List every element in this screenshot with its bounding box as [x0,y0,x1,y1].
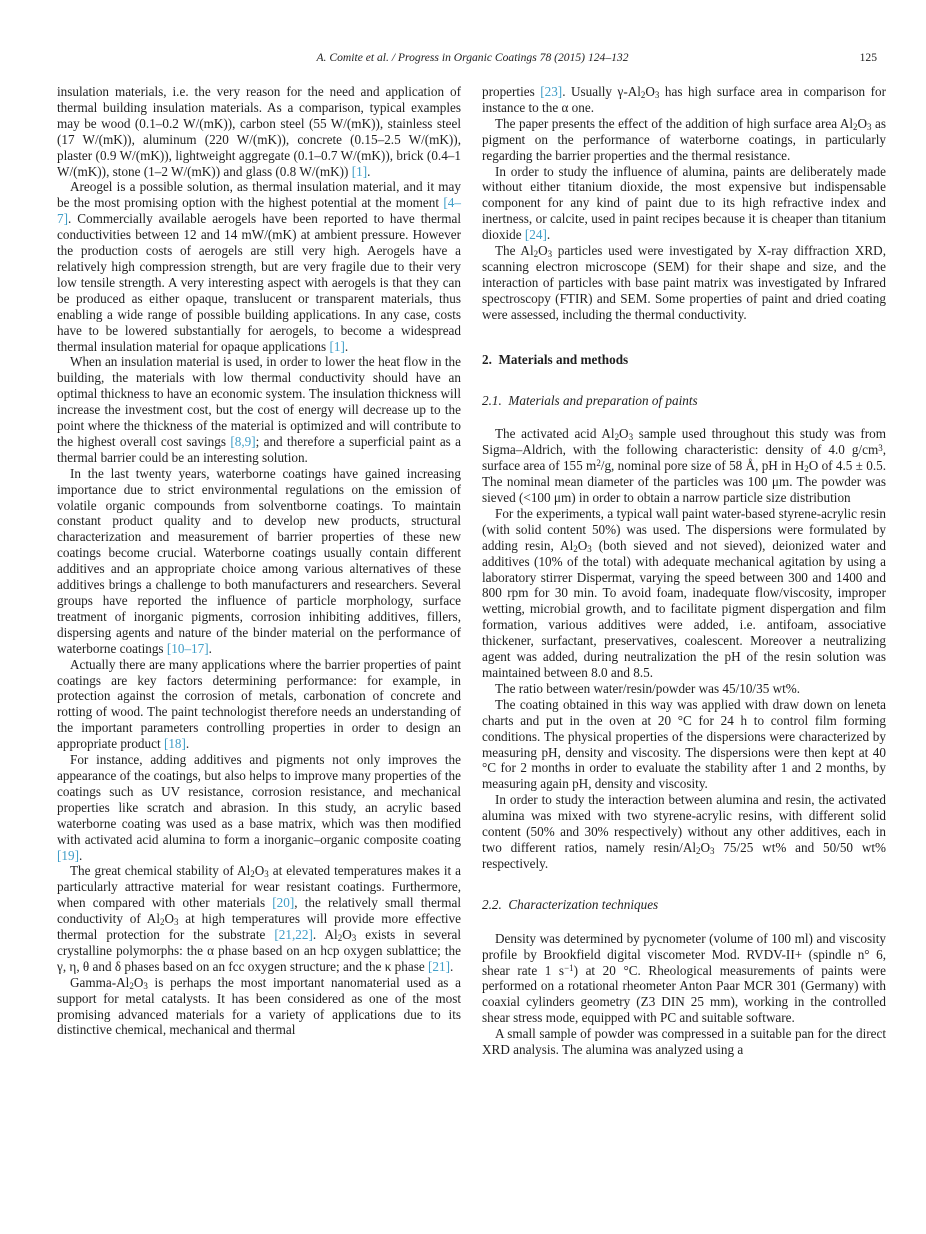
subscript: 2 [853,121,858,132]
subscript: 3 [264,869,269,880]
paragraph: For the experiments, a typical wall paint water-based styrene-acrylic resin (with solid content 50%) was used. The dispersions were formulated by adding resin, $Al_2O_3$ (both sieved and not sieved), deionized water and additives (10% of the total) with adequate mechanical agitation by using a laboratory stirrer Dispermat, varying the speed between 300 and 1400 and 800 rpm for 30 min. To avoid foam, inadequate flow/viscosity, improper wetting, microbial growth, and to facilitate pigment dispergation and film formation, various additives were added, i.e. antifoam, associative thickener, surfactant, preservatives, coalescent. Moreover a neutralizing agent was added, during neutralization the pH of the resin solution was maintained between 8.0 and 8.5. [482,505,886,680]
superscript: 2 [596,458,601,469]
paragraph: In the last twenty years, waterborne coatings have gained increasing importance due to strict environmental regulations on the emission of volatile organic compounds from solventborne coatings. To maintain constant product quality and to develop new products, structural characterization and measurement of barrier properties of these new coatings become crucial. Waterborne coatings usually contain different additives and an appropriate choice among various alternatives of these additives brings a challenge to both manufacturers and researchers. Several groups have reported the influence of particle morphology, surface treatment of inorganic pigments, corrosion inhibiting additives, fillers, dispersing agents and nature of the binder material on the performance of waterborne coatings [10–17]. [57,465,461,656]
subscript: 2 [160,917,165,928]
paragraph: Gamma-$Al_2O_3$ is perhaps the most important nanomaterial used as a support for metal catalysts. It has been considered as one of the most promising advanced materials for a variety of applications due to its distinctive chemical, mechanical and thermal [57,974,461,1038]
subscript: 2 [533,249,539,260]
citation-link[interactable]: [1] [351,163,368,179]
superscript: 3 [878,442,883,453]
subscript: 3 [143,980,148,991]
subscript: 3 [174,917,179,928]
paragraph: The ratio between water/resin/powder was 45/10/35 wt%. [495,680,801,696]
running-title: A. Comite et al. / Progress in Organic Coatings 78 (2015) 124–132 [316,51,629,64]
citation-link[interactable]: [4–7] [57,195,461,227]
subscript: 3 [351,933,357,943]
citation-link[interactable]: [18] [163,736,186,752]
subscript: 2 [696,845,701,856]
subsection-heading: 2.1. Materials and preparation of paints [482,392,698,408]
paragraph: When an insulation material is used, in order to lower the heat flow in the building, the materials with low thermal conductivity should have an optimal thickness to have an economic system. The insulation thickness will increase the investment cost, but the cost of energy will decrease up to the point where the thickness of the material is optimized and will contribute to the highest overall cost savings [8,9]; and therefore a superficial paint as a thermal barrier could be an interesting solution. [57,354,461,465]
subscript: 3 [628,432,634,443]
paragraph: The great chemical stability of $Al_2O_3$ at elevated temperatures makes it a particularly attractive material for wear resistant coatings. Furthermore, when compared with other materials [20], the relatively small thermal conductivity of $Al_2O_3$ at high temperatures will provide more effective thermal protection for the substrate [21,22]. $Al_2O_3$ exists in several crystalline polymorphs: the α phase based on an hcp oxygen sublattice; the γ, η, θ and δ phases based on an fcc oxygen structure; and the κ phase [21]. [57,863,462,974]
paragraph: A small sample of powder was compressed in a suitable pan for the direct XRD analysis. The alumina was analyzed using a [482,1026,886,1058]
subscript: 3 [587,543,592,554]
paragraph: The coating obtained in this way was applied with draw down on leneta charts and put in the oven at 20 °C for 24 h to control film forming conditions. The physical properties of the dispersions were characterized by measuring pH, density and viscosity. The dispersions were then kept at 40 °C for 2 months in order to evaluate the stability after 1 and 2 months, by measuring again pH, density and viscosity. [482,696,886,792]
paragraph: The $Al_2O_3$ particles used were investigated by X-ray diffraction XRD, scanning electron microscope (SEM) for their shape and size, and the interaction of particles with base paint matrix was investigated by Infrared spectroscopy (FTIR) and SEM. Some properties of paint and dried coating were assessed, including the thermal conductivity. [482,243,887,322]
section-heading: 2. Materials and methods [482,351,629,367]
subscript: 2 [640,89,646,100]
paragraph: insulation materials, i.e. the very reason for the need and application of thermal building insulation materials. As a comparison, typical examples may be wood (0.1–0.2 W/(mK)), carbon steel (55 W/(mK)), stainless steel (17 W/(mK)), aluminum (220 W/(mK)), concrete (0.15–2.5 W/(mK)), plaster (0.9 W/(mK)), lightweight aggregate (0.1–0.7 W/(mK)), brick (0.4–1 W/(mK)), stone (1–2 W/(mK)) and glass (0.8 W/(mK)) [1]. [57,84,461,179]
right-column [482,84,886,1058]
subscript: 3 [867,121,872,132]
paragraph: In order to study the influence of alumina, paints are deliberately made without either titanium dioxide, the most expensive but indispensable component for any kind of paint due to its high refractive index and inertness, or calcite, used in paint recipes because it is cheaper than titanium dioxide [24]. [482,163,886,243]
citation-link[interactable]: [20] [272,895,295,911]
superscript: −1 [564,962,574,973]
paragraph: Actually there are many applications where the barrier properties of paint coatings are key factors determining performance: for example, in protection against the corrosion of metals, carbonation of concrete and rotting of wood. The paint technologist therefore needs an understanding of the important parameters controlling properties in order to design an appropriate product [18]. [57,656,461,752]
subscript: 2 [804,464,809,475]
subsection-heading: 2.2. Characterization techniques [482,896,659,912]
paragraph: Density was determined by pycnometer (volume of 100 ml) and viscosity profile by Brookfield digital viscometer Mod. RVDV-II+ (spindle n° 6, shear rate 1 $s^{-1}$) at 20 °C. Rheological measurements of paints were performed on a rotational rheometer Anton Paar MCR 301 (Germany) with coaxial cylinders geometry (Z3 DIN 25 mm), working in the controlled shear stress mode, equipped with PC and suitable software. [482,930,886,1026]
subscript: 3 [710,845,715,856]
citation-link[interactable]: [23] [540,84,563,99]
citation-link[interactable]: [24] [524,227,547,243]
subscript: 2 [614,432,620,443]
citation-link[interactable]: [21] [428,958,450,974]
subscript: 3 [654,89,660,100]
paragraph: The activated acid $Al_2O_3$ sample used throughout this study was from Sigma–Aldrich, with the following characteristic: density of 4.0 $g/cm^3$, surface area of 155 $m^2/g$, nominal pore size of 58 Å, pH in $H_2O$ of 4.5 ± 0.5. The nominal mean diameter of the particles was 100 μm. The powder was sieved (<100 μm) in order to obtain a narrow particle size distribution [482,426,887,506]
paragraph: properties [23]. Usually $\gamma-Al_2O_3$ has high surface area in comparison for instance to the α one. [482,84,886,115]
left-column [57,84,461,1058]
citation-link[interactable]: [19] [57,847,79,863]
subscript: 3 [547,249,553,260]
citation-link[interactable]: [8,9] [230,433,256,449]
citation-link[interactable]: [1] [329,338,345,354]
article-body [57,84,886,1058]
running-header [57,51,888,67]
subscript: 2 [337,933,343,943]
paragraph: The paper presents the effect of the addition of high surface area $Al_2O_3$ as pigment on the performance of waterborne coatings, in particularly regarding the barrier properties and the thermal resistance. [482,115,886,163]
citation-link[interactable]: [10–17] [166,640,209,656]
citation-link[interactable]: [21,22] [274,927,313,943]
subscript: 2 [250,869,255,880]
subscript: 2 [573,543,578,554]
subscript: 2 [129,980,134,991]
paragraph: For instance, adding additives and pigments not only improves the appearance of the coatings, but also helps to improve many properties of the coatings such as UV resistance, corrosion resistance, and mechanical properties like scratch and abrasion. In this study, an acrylic based waterborne coating was used as a base matrix, which was then modified with activated acid alumina to form a inorganic–organic composite coating [19]. [57,752,461,863]
paragraph: In order to study the interaction between alumina and resin, the activated alumina was mixed with two styrene-acrylic resins, with different solid content (50% and 30% respectively) without any other additives, each in two different ratios, namely resin/$Al_2O_3$ 75/25 wt% and 50/50 wt% respectively. [482,792,886,871]
paragraph: Areogel is a possible solution, as thermal insulation material, and it may be the most promising option with the highest potential at the moment [4–7]. Commercially available aerogels have been reported to have thermal conductivities between 12 and 14 mW/(mK) at ambient pressure. However the production costs of aerogels are still very high. Aerogels have a relatively high compression strength, but are very fragile due to their very low tensile strength. A very interesting aspect with aerogels is that they can be produced as either opaque, translucent or transparent materials, thus enabling a wide range of possible building applications. In any case, costs have to be lowered substantially for aerogels, to become a widespread thermal insulation material for opaque applications [1]. [57,179,461,354]
page-number: 125 [859,51,877,64]
